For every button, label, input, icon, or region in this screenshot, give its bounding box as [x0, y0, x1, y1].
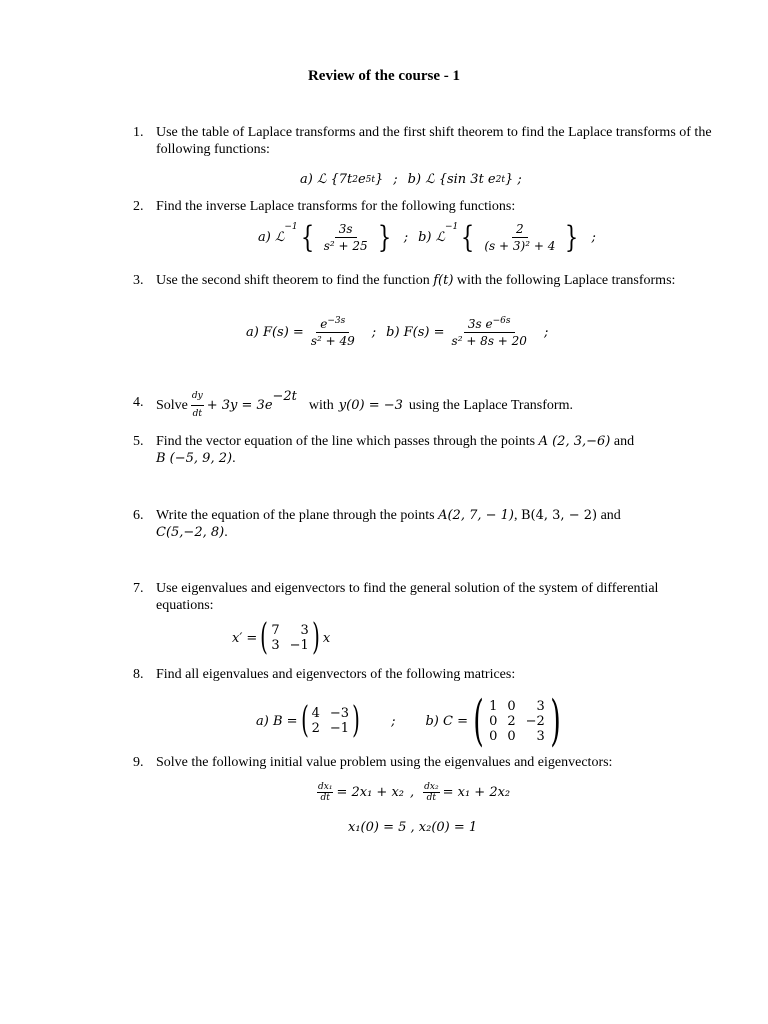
formula-part: ;: [393, 172, 398, 187]
denominator: s² + 8s + 20: [451, 334, 527, 348]
matrix-cell: 2: [311, 721, 320, 736]
question-number: 2.: [133, 199, 144, 214]
text-part: and: [600, 508, 621, 523]
exponent: −3s: [327, 316, 346, 326]
formula-part: = 2x₁ + x₂: [336, 785, 404, 800]
formula-part: a) B =: [256, 713, 298, 729]
numerator: e: [320, 317, 328, 331]
text-part: with: [308, 398, 334, 413]
matrix-cell: 0: [507, 698, 516, 714]
matrix-cell: 3: [536, 698, 545, 714]
formula-part: ;: [543, 324, 549, 340]
numerator: dy: [191, 388, 204, 406]
matrix-b: [312, 706, 349, 736]
formula-part: b) ℒ: [418, 230, 445, 245]
math-inline: + 3y = 3e: [206, 398, 273, 413]
text-part: using the Laplace Transform.: [408, 398, 573, 413]
question-number: 7.: [133, 581, 144, 596]
matrix-cell: 1: [489, 698, 498, 714]
formula-part: 5t: [365, 174, 375, 185]
matrix-cell: 0: [489, 713, 498, 729]
denominator: dt: [192, 409, 203, 419]
question-number: 8.: [133, 667, 144, 682]
matrix-cell: −2: [525, 713, 545, 729]
formula-part: } ;: [504, 172, 522, 187]
formula-part: ;: [591, 230, 596, 245]
question-text: [156, 272, 716, 289]
text-part: and: [613, 434, 635, 449]
formula-part: ,: [410, 785, 415, 800]
matrix-cell: −1: [329, 721, 350, 736]
formula-part: ;: [391, 713, 396, 729]
question-number: 6.: [133, 508, 144, 523]
text-part: Find the vector equation of the line which passes through the points: [156, 434, 536, 449]
matrix-cell: 4: [311, 706, 320, 721]
denominator: s² + 25: [323, 239, 368, 253]
text-part: Write the equation of the plane through the points: [156, 508, 435, 523]
question-number: 4.: [133, 395, 144, 410]
question-text: Use the table of Laplace transforms and the first shift theorem to find the Laplace transforms of the following functions:: [156, 125, 712, 157]
formula-part: a) ℒ: [258, 230, 285, 245]
numerator: 2: [512, 222, 528, 238]
text-part: .: [224, 525, 228, 540]
numerator: 3s e: [467, 317, 493, 331]
question-number: 9.: [133, 755, 144, 770]
exponent: −2t: [272, 389, 297, 404]
question-number: 5.: [133, 434, 144, 449]
text-part: Use the second shift theorem to find the function: [156, 273, 434, 288]
question-text: [156, 388, 716, 423]
formula-part: = x₁ + 2x₂: [442, 785, 511, 800]
formula-part: b) F(s) =: [386, 324, 445, 340]
matrix-cell: −1: [289, 638, 309, 653]
formula-part: −1: [284, 222, 298, 232]
denominator: dt: [426, 793, 437, 803]
formula-q1: [300, 172, 522, 187]
matrix-cell: 2: [507, 713, 516, 729]
math-inline: C(5,−2, 8): [156, 525, 225, 540]
denominator: s² + 49: [310, 334, 355, 348]
formula-part: x: [322, 630, 331, 646]
question-text: [156, 433, 716, 467]
formula-part: x′ =: [232, 630, 258, 646]
formula-q9-system: [314, 782, 510, 803]
matrix-c: [489, 699, 545, 744]
formula-q2: a) ℒ $^{-1}$ { $\frac{3s}{\text{s² + 25}}$ } ; b) ℒ $^{-1}$ { $\frac{2}{\text{(s + 3)² + 4}}$ } ;: [258, 219, 596, 255]
matrix-cell: 7: [271, 623, 280, 638]
question-text: Write the equation of the plane through the points A(2, 7, − 1), B(4, 3, − 2) and C(5,−2, 8).: [156, 508, 621, 540]
formula-q8: a) B = ( 4 −3 2 −1 ) ; b) C = ( 1 0 3 0 2 −2 0 0 3 ): [256, 689, 561, 752]
formula-part: 2: [352, 174, 358, 185]
formula-part: a) F(s) =: [246, 324, 304, 340]
matrix-cell: 3: [300, 623, 309, 638]
matrix-cell: 0: [489, 728, 498, 744]
formula-q3: [246, 316, 548, 348]
formula-part: e: [357, 172, 366, 187]
question-number: 1.: [133, 125, 144, 140]
math-inline: y(0) = −3: [338, 398, 403, 413]
formula-part: 2t: [495, 174, 505, 185]
text-part: with the following Laplace transforms:: [453, 273, 676, 288]
text-part: Solve: [156, 398, 188, 413]
formula-part: b) C =: [425, 713, 468, 729]
math-inline: A(2, 7, − 1): [438, 508, 514, 523]
matrix-cell: 3: [271, 638, 280, 653]
question-text: Find all eigenvalues and eigenvectors of the following matrices:: [156, 667, 516, 682]
numerator: 3s: [335, 222, 357, 238]
numerator: dx₁: [318, 782, 333, 792]
matrix-a: [271, 623, 308, 653]
formula-part: x₁(0) = 5 , x₂(0) = 1: [348, 820, 478, 835]
formula-part: ;: [403, 230, 409, 245]
matrix-cell: −3: [329, 706, 350, 721]
math-inline: B (−5, 9, 2): [156, 451, 233, 466]
exponent: −6s: [492, 316, 511, 326]
formula-q9-initial: [348, 820, 477, 835]
numerator: dx₂: [424, 782, 439, 792]
formula-part: ;: [371, 324, 377, 340]
formula-part: a) ℒ {7t: [300, 172, 353, 187]
question-number: 3.: [133, 273, 144, 288]
math-inline: A (2, 3,−6): [538, 434, 611, 449]
question-text: Solve the following initial value problem using the eigenvalues and eigenvectors:: [156, 755, 613, 770]
question-text: Use eigenvalues and eigenvectors to find the general solution of the system of differential equations:: [156, 581, 659, 613]
formula-part: b) ℒ {sin 3t e: [407, 172, 496, 187]
matrix-cell: 3: [536, 728, 545, 744]
matrix-cell: 0: [507, 728, 516, 744]
text-part: .: [232, 451, 236, 466]
math-inline: B(4, 3, − 2): [521, 508, 598, 523]
math-inline: f(t): [433, 273, 454, 288]
question-text: Find the inverse Laplace transforms for the following functions:: [156, 199, 516, 214]
formula-part: }: [375, 172, 384, 187]
denominator: dt: [320, 793, 330, 803]
formula-q7: x′ = ( 7 3 3 −1 ) x: [232, 617, 331, 658]
formula-part: −1: [445, 222, 459, 232]
denominator: (s + 3)² + 4: [484, 239, 556, 253]
page-title: Review of the course - 1: [307, 68, 461, 84]
